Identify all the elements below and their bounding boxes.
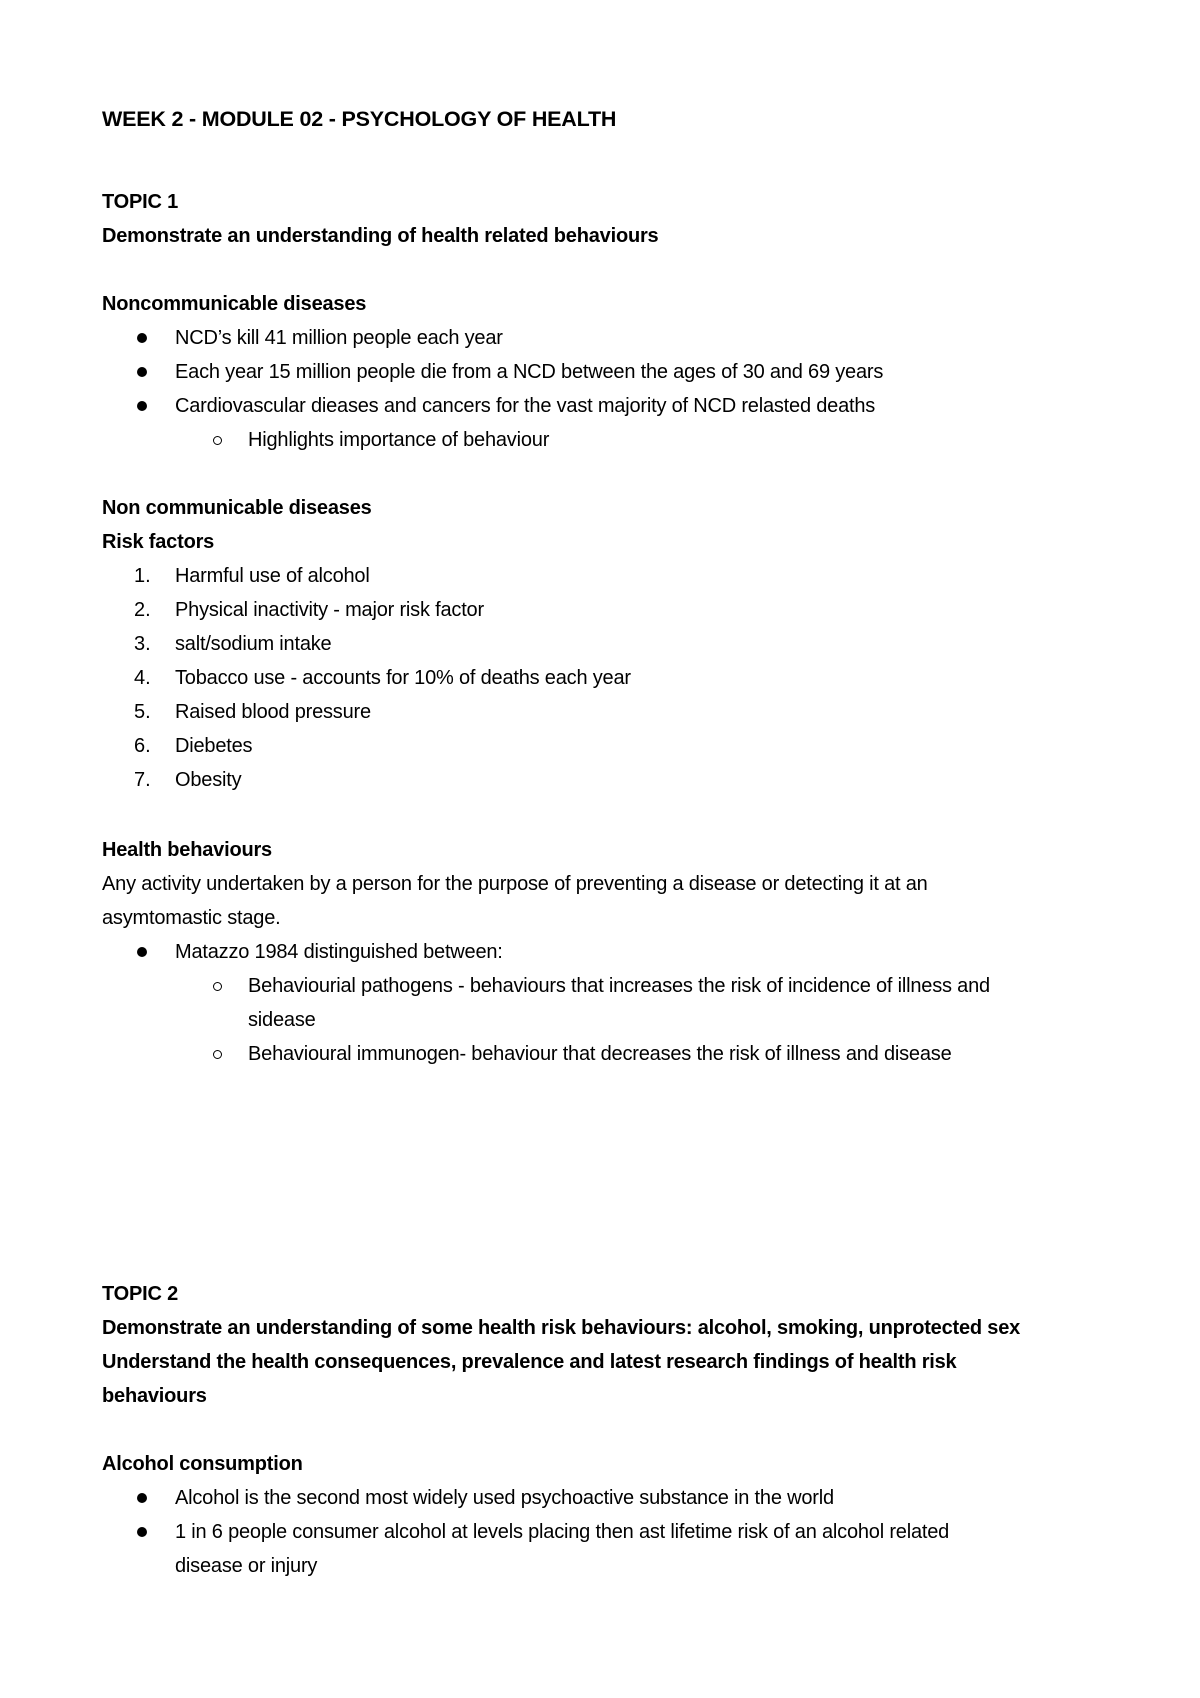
health-behaviours-sub-bullet: Behaviourial pathogens - behaviours that increases the risk of incidence of illness and [248,975,990,997]
risk-factor-item: Raised blood pressure [175,701,371,723]
ncd-bullet: Cardiovascular dieases and cancers for the vast majority of NCD relasted deaths [175,395,876,417]
health-behaviours-definition: Any activity undertaken by a person for the purpose of preventing a disease or detecting it at an [102,873,928,895]
risk-factor-item: salt/sodium intake [175,633,332,655]
hollow-bullet-icon [213,982,222,991]
topic2-objective: behaviours [102,1385,207,1407]
topic1-label: TOPIC 1 [102,191,179,213]
health-behaviours-sub-bullet: sidease [248,1009,316,1031]
list-number: 3. [134,633,151,655]
bullet-icon [137,367,147,377]
alcohol-heading: Alcohol consumption [102,1453,303,1475]
alcohol-bullet: disease or injury [175,1555,318,1577]
hollow-bullet-icon [213,436,222,445]
ncd-bullet: NCD’s kill 41 million people each year [175,327,503,349]
ncd-bullet: Each year 15 million people die from a NCD between the ages of 30 and 69 years [175,361,884,383]
ncd-heading: Noncommunicable diseases [102,293,367,315]
list-number: 6. [134,735,151,757]
bullet-icon [137,947,147,957]
hollow-bullet-icon [213,1050,222,1059]
ncd-sub-bullet: Highlights importance of behaviour [248,429,550,451]
risk-factor-item: Diebetes [175,735,253,757]
alcohol-bullet: Alcohol is the second most widely used psychoactive substance in the world [175,1487,834,1509]
list-number: 5. [134,701,151,723]
health-behaviours-bullet: Matazzo 1984 distinguished between: [175,941,503,963]
risk-subheading: Risk factors [102,531,215,553]
health-behaviours-sub-bullet: Behavioural immunogen- behaviour that decreases the risk of illness and disease [248,1043,952,1065]
list-number: 1. [134,565,151,587]
topic2-objective: Understand the health consequences, prevalence and latest research findings of health risk [102,1351,957,1373]
risk-factor-item: Obesity [175,769,242,791]
topic2-objective: Demonstrate an understanding of some health risk behaviours: alcohol, smoking, unprotected sex [102,1317,1021,1339]
bullet-icon [137,1493,147,1503]
list-number: 4. [134,667,151,689]
topic2-label: TOPIC 2 [102,1283,179,1305]
document-title: WEEK 2 - MODULE 02 - PSYCHOLOGY OF HEALTH [102,107,617,131]
risk-factor-item: Physical inactivity - major risk factor [175,599,484,621]
risk-heading: Non communicable diseases [102,497,372,519]
topic1-objective: Demonstrate an understanding of health related behaviours [102,225,659,247]
risk-factor-item: Harmful use of alcohol [175,565,370,587]
health-behaviours-definition: asymtomastic stage. [102,907,281,929]
bullet-icon [137,401,147,411]
list-number: 7. [134,769,151,791]
risk-factor-item: Tobacco use - accounts for 10% of deaths each year [175,667,631,689]
health-behaviours-heading: Health behaviours [102,839,272,861]
alcohol-bullet: 1 in 6 people consumer alcohol at levels placing then ast lifetime risk of an alcohol related [175,1521,950,1543]
list-number: 2. [134,599,151,621]
bullet-icon [137,333,147,343]
bullet-icon [137,1527,147,1537]
